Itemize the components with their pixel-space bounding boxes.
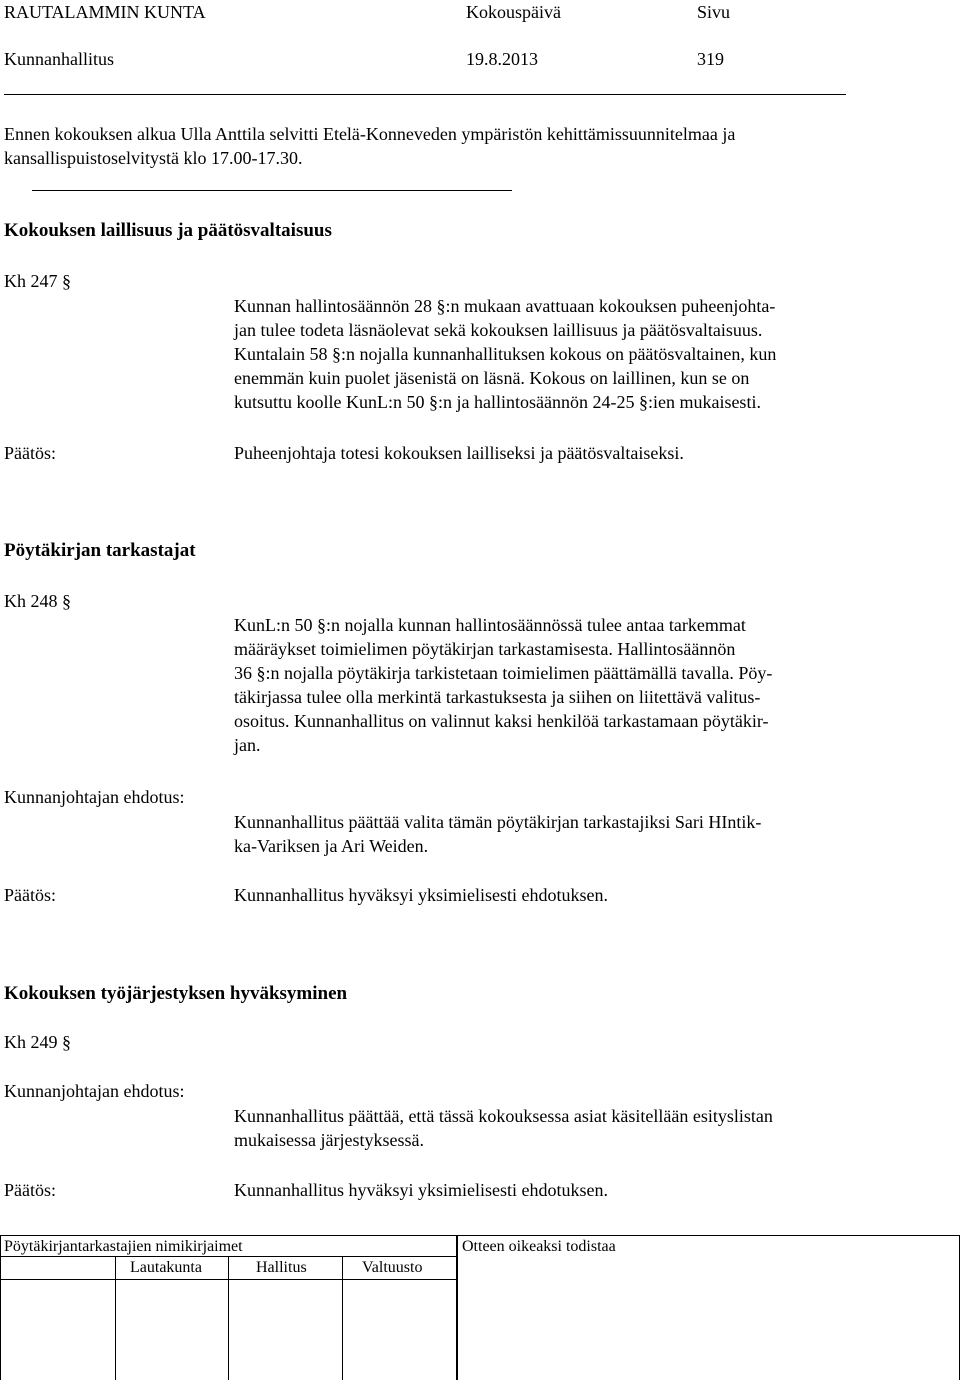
decision-text-kh248: Kunnanhallitus hyväksyi yksimielisesti ehdotuksen. <box>234 885 608 905</box>
page-label: Sivu <box>697 2 731 22</box>
proposal-line: Kunnanhallitus päättää valita tämän pöytäkirjan tarkastajiksi Sari HIntik- <box>234 812 762 832</box>
section-number-kh249: Kh 249 § <box>4 1032 71 1052</box>
section-title-kh247: Kokouksen laillisuus ja päätösvaltaisuus <box>4 220 332 241</box>
body-line: Kunnan hallintosäännön 28 §:n mukaan avattuaan kokouksen puheenjohta- <box>234 296 776 316</box>
body-line: jan tulee todeta läsnäolevat sekä kokouksen laillisuus ja päätösvaltaisuus. <box>234 320 763 340</box>
column-valtuusto: Valtuusto <box>362 1259 423 1276</box>
body-line: enemmän kuin puolet jäsenistä on läsnä. Kokous on laillinen, kun se on <box>234 368 750 388</box>
intro-line-1: Ennen kokouksen alkua Ulla Anttila selvitti Etelä-Konneveden ympäristön kehittämissuunnitelmaa ja <box>4 124 736 144</box>
section-title-kh249: Kokouksen työjärjestyksen hyväksyminen <box>4 983 348 1004</box>
signatures-col-divider-3 <box>342 1256 343 1380</box>
body-line: 36 §:n nojalla pöytäkirja tarkistetaan toimielimen päättämällä tavalla. Pöy- <box>234 663 773 683</box>
proposal-label-kh249: Kunnanjohtajan ehdotus: <box>4 1081 185 1101</box>
signatures-label: Pöytäkirjantarkastajien nimikirjaimet <box>4 1238 243 1255</box>
column-hallitus: Hallitus <box>256 1259 307 1276</box>
meeting-date: 19.8.2013 <box>466 49 538 69</box>
section-body-kh248 <box>234 613 924 757</box>
proposal-line: ka-Variksen ja Ari Weiden. <box>234 836 429 856</box>
section-body-kh247 <box>234 294 924 414</box>
column-lautakunta: Lautakunta <box>130 1259 202 1276</box>
body-line: Kuntalain 58 §:n nojalla kunnanhallituksen kokous on päätösvaltainen, kun <box>234 344 777 364</box>
section-number-kh248: Kh 248 § <box>4 591 71 611</box>
meeting-day-label: Kokouspäivä <box>466 2 561 22</box>
section-title-kh248: Pöytäkirjan tarkastajat <box>4 540 196 561</box>
body-line: jan. <box>234 735 261 755</box>
header-divider <box>4 94 846 95</box>
proposal-text-kh249 <box>234 1104 924 1152</box>
body-line: täkirjassa tulee olla merkintä tarkastuksesta ja siihen on liitettävä valitus- <box>234 687 761 707</box>
body-name: Kunnanhallitus <box>4 49 114 69</box>
body-line: osoitus. Kunnanhallitus on valinnut kaksi henkilöä tarkastamaan pöytäkir- <box>234 711 769 731</box>
body-line: kutsuttu koolle KunL:n 50 §:n ja hallintosäännön 24-25 §:ien mukaisesti. <box>234 392 761 412</box>
proposal-line: Kunnanhallitus päättää, että tässä kokouksessa asiat käsitellään esityslistan <box>234 1106 773 1126</box>
signatures-col-divider-2 <box>228 1256 229 1380</box>
certified-label: Otteen oikeaksi todistaa <box>462 1238 616 1255</box>
body-line: KunL:n 50 §:n nojalla kunnan hallintosäännössä tulee antaa tarkemmat <box>234 615 746 635</box>
municipality-name: RAUTALAMMIN KUNTA <box>4 2 206 22</box>
body-line: määräykset toimielimen pöytäkirjan tarkastamisesta. Hallintosäännön <box>234 639 736 659</box>
decision-text-kh249: Kunnanhallitus hyväksyi yksimielisesti ehdotuksen. <box>234 1180 608 1200</box>
proposal-line: mukaisessa järjestyksessä. <box>234 1130 424 1150</box>
signatures-col-divider-1 <box>115 1256 116 1380</box>
decision-label-kh247: Päätös: <box>4 443 56 463</box>
intro-line-2: kansallispuistoselvitystä klo 17.00-17.30. <box>4 148 303 168</box>
decision-text-kh247: Puheenjohtaja totesi kokouksen lailliseksi ja päätösvaltaiseksi. <box>234 443 684 463</box>
section-number-kh247: Kh 247 § <box>4 271 71 291</box>
proposal-text-kh248 <box>234 810 924 858</box>
proposal-label-kh248: Kunnanjohtajan ehdotus: <box>4 787 185 807</box>
decision-label-kh248: Päätös: <box>4 885 56 905</box>
decision-label-kh249: Päätös: <box>4 1180 56 1200</box>
intro-divider <box>32 190 512 191</box>
page-number: 319 <box>697 49 724 69</box>
